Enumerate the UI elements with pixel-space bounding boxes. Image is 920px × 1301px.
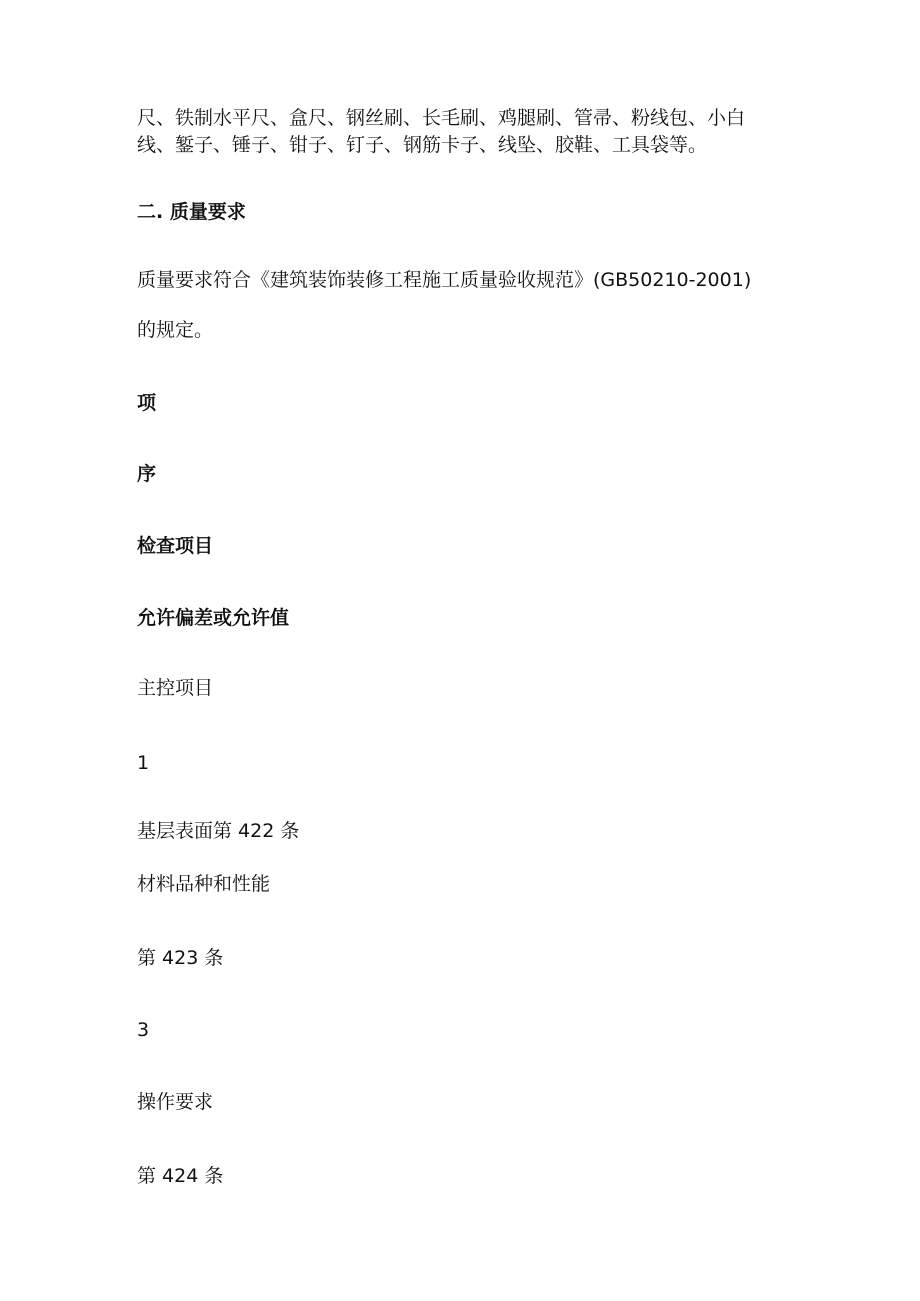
- intro-text-line-2: 线、錾子、锤子、钳子、钉子、钢筋卡子、线坠、胶鞋、工具袋等。: [137, 134, 708, 156]
- row-main-control: 主控项目: [137, 677, 214, 699]
- row-number-1: 1: [137, 752, 150, 774]
- row-clause-423: 第 423 条: [137, 947, 224, 969]
- row-operation: 操作要求: [137, 1091, 214, 1113]
- table-header-check-item: 检查项目: [137, 535, 214, 557]
- row-base-surface: 基层表面第 422 条: [137, 820, 300, 842]
- table-header-item: 项: [137, 392, 157, 414]
- row-number-3: 3: [137, 1019, 150, 1041]
- row-clause-424: 第 424 条: [137, 1165, 224, 1187]
- section-heading: 二. 质量要求: [137, 201, 246, 223]
- row-materials: 材料品种和性能: [137, 873, 271, 895]
- intro-text-line-1: 尺、铁制水平尺、盒尺、钢丝刷、长毛刷、鸡腿刷、管帚、粉线包、小白: [137, 107, 746, 129]
- quality-text-line-1: 质量要求符合《建筑装饰装修工程施工质量验收规范》(GB50210-2001): [137, 269, 752, 291]
- table-header-sequence: 序: [137, 463, 157, 485]
- table-header-tolerance: 允许偏差或允许值: [137, 607, 290, 629]
- quality-text-line-2: 的规定。: [137, 319, 214, 341]
